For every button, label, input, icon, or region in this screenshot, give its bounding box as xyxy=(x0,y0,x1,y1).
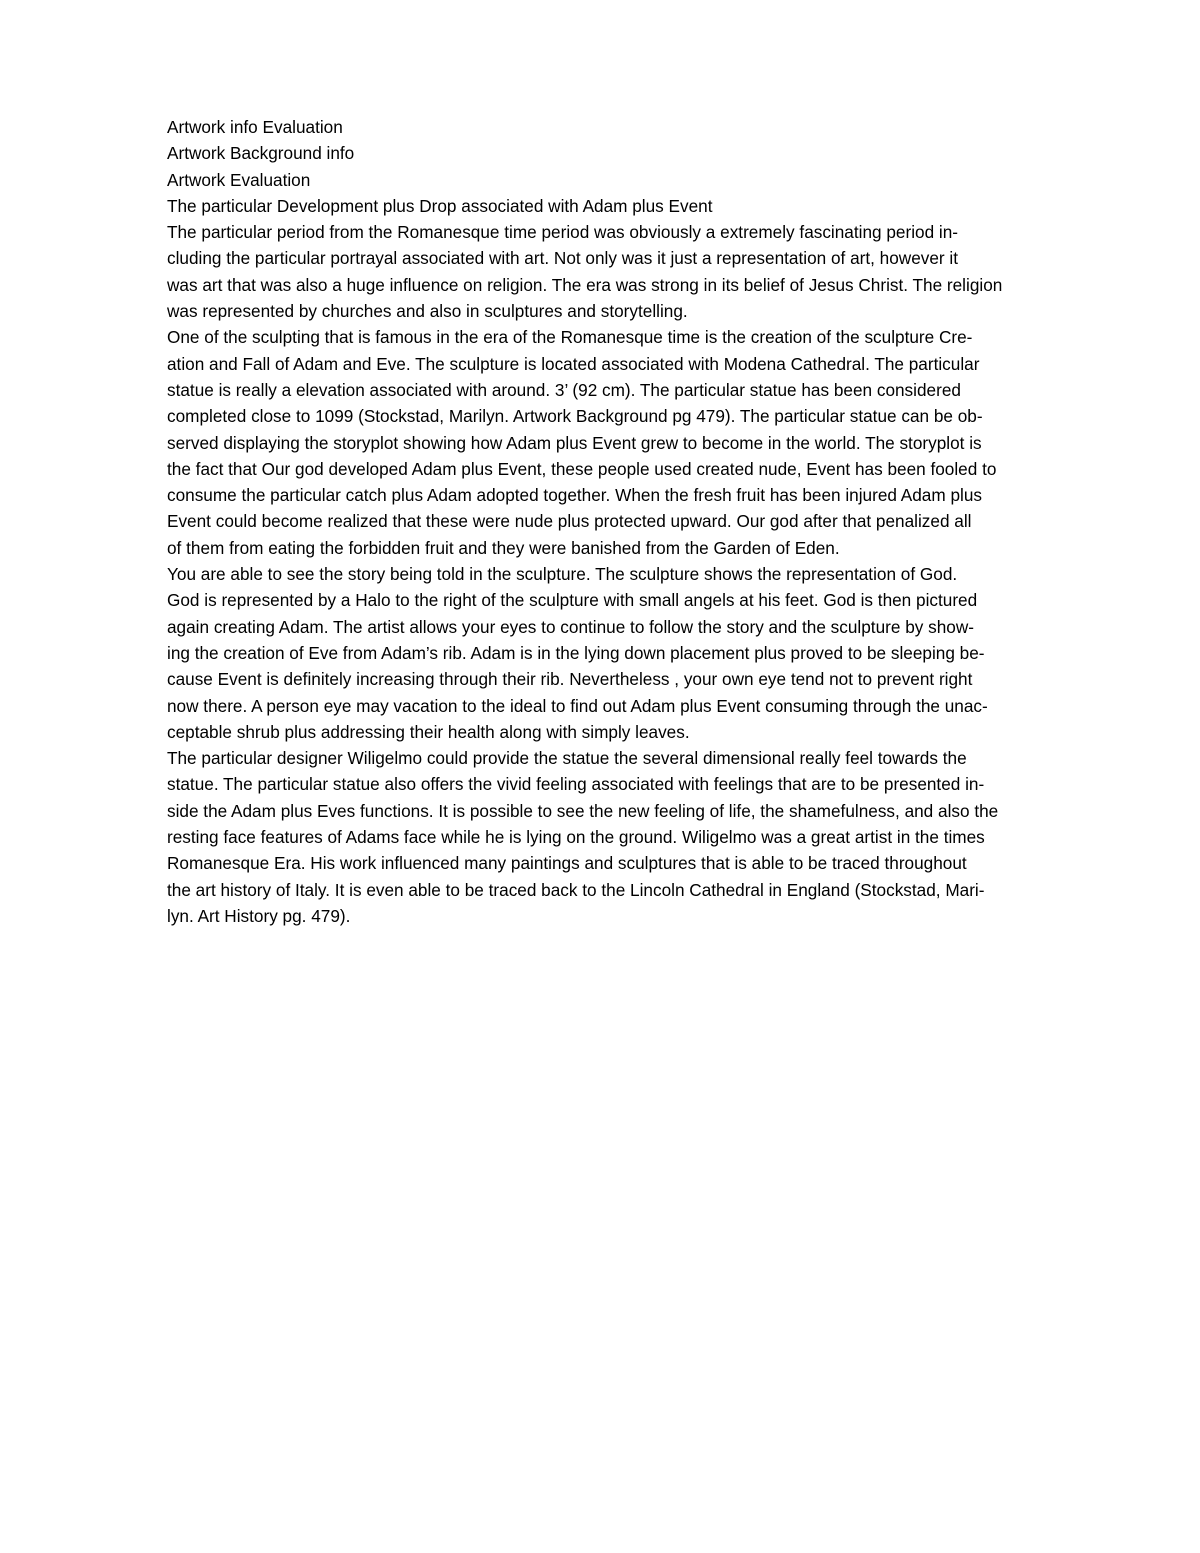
doc-line: was art that was also a huge influence on religion. The era was strong in its belief of Jesus Christ. The religion xyxy=(167,274,1003,295)
doc-line: served displaying the storyplot showing how Adam plus Event grew to become in the world. The storyplot is xyxy=(167,432,982,453)
doc-line: ation and Fall of Adam and Eve. The sculpture is located associated with Modena Cathedral. The particular xyxy=(167,353,980,374)
doc-line: the fact that Our god developed Adam plus Event, these people used created nude, Event has been fooled to xyxy=(167,458,997,479)
doc-line: The particular Development plus Drop associated with Adam plus Event xyxy=(167,195,713,216)
doc-line: statue. The particular statue also offers the vivid feeling associated with feelings that are to be presented in- xyxy=(167,774,985,795)
doc-line: resting face features of Adams face while he is lying on the ground. Wiligelmo was a great artist in the times xyxy=(167,827,985,848)
doc-line: of them from eating the forbidden fruit and they were banished from the Garden of Eden. xyxy=(167,537,840,558)
doc-line: Event could become realized that these were nude plus protected upward. Our god after that penalized all xyxy=(167,511,972,532)
doc-line: side the Adam plus Eves functions. It is possible to see the new feeling of life, the shamefulness, and also the xyxy=(167,800,999,821)
doc-line: Romanesque Era. His work influenced many paintings and sculptures that is able to be traced throughout xyxy=(167,853,967,874)
doc-line: The particular period from the Romanesque time period was obviously a extremely fascinating period in- xyxy=(167,222,959,243)
doc-line: ceptable shrub plus addressing their health along with simply leaves. xyxy=(167,721,690,742)
doc-line: God is represented by a Halo to the right of the sculpture with small angels at his feet. God is then pictured xyxy=(167,590,978,611)
doc-line: statue is really a elevation associated with around. 3’ (92 cm). The particular statue has been considered xyxy=(167,379,961,400)
doc-line: now there. A person eye may vacation to the ideal to find out Adam plus Event consuming through the unac- xyxy=(167,695,988,716)
doc-line: ing the creation of Eve from Adam’s rib. Adam is in the lying down placement plus proved to be sleeping be- xyxy=(167,642,985,663)
doc-line: One of the sculpting that is famous in the era of the Romanesque time is the creation of the sculpture Cre- xyxy=(167,327,973,348)
doc-line: You are able to see the story being told in the sculpture. The sculpture shows the representation of God. xyxy=(167,564,958,585)
doc-line: the art history of Italy. It is even able to be traced back to the Lincoln Cathedral in England (Stockstad, Mari- xyxy=(167,879,985,900)
document-body xyxy=(167,114,1127,929)
doc-line: consume the particular catch plus Adam adopted together. When the fresh fruit has been injured Adam plus xyxy=(167,485,982,506)
doc-line: Artwork Evaluation xyxy=(167,169,311,190)
doc-line: again creating Adam. The artist allows your eyes to continue to follow the story and the sculpture by show- xyxy=(167,616,974,637)
doc-line: The particular designer Wiligelmo could provide the statue the several dimensional really feel towards the xyxy=(167,748,967,769)
doc-line: Artwork Background info xyxy=(167,143,355,164)
doc-line: cluding the particular portrayal associated with art. Not only was it just a representation of art, however it xyxy=(167,248,959,269)
doc-line: completed close to 1099 (Stockstad, Marilyn. Artwork Background pg 479). The particular statue can be ob- xyxy=(167,406,983,427)
doc-line: was represented by churches and also in sculptures and storytelling. xyxy=(167,301,688,322)
doc-line: Artwork info Evaluation xyxy=(167,117,343,137)
doc-line: lyn. Art History pg. 479). xyxy=(167,905,351,926)
doc-line: cause Event is definitely increasing through their rib. Nevertheless , your own eye tend not to prevent right xyxy=(167,669,973,690)
